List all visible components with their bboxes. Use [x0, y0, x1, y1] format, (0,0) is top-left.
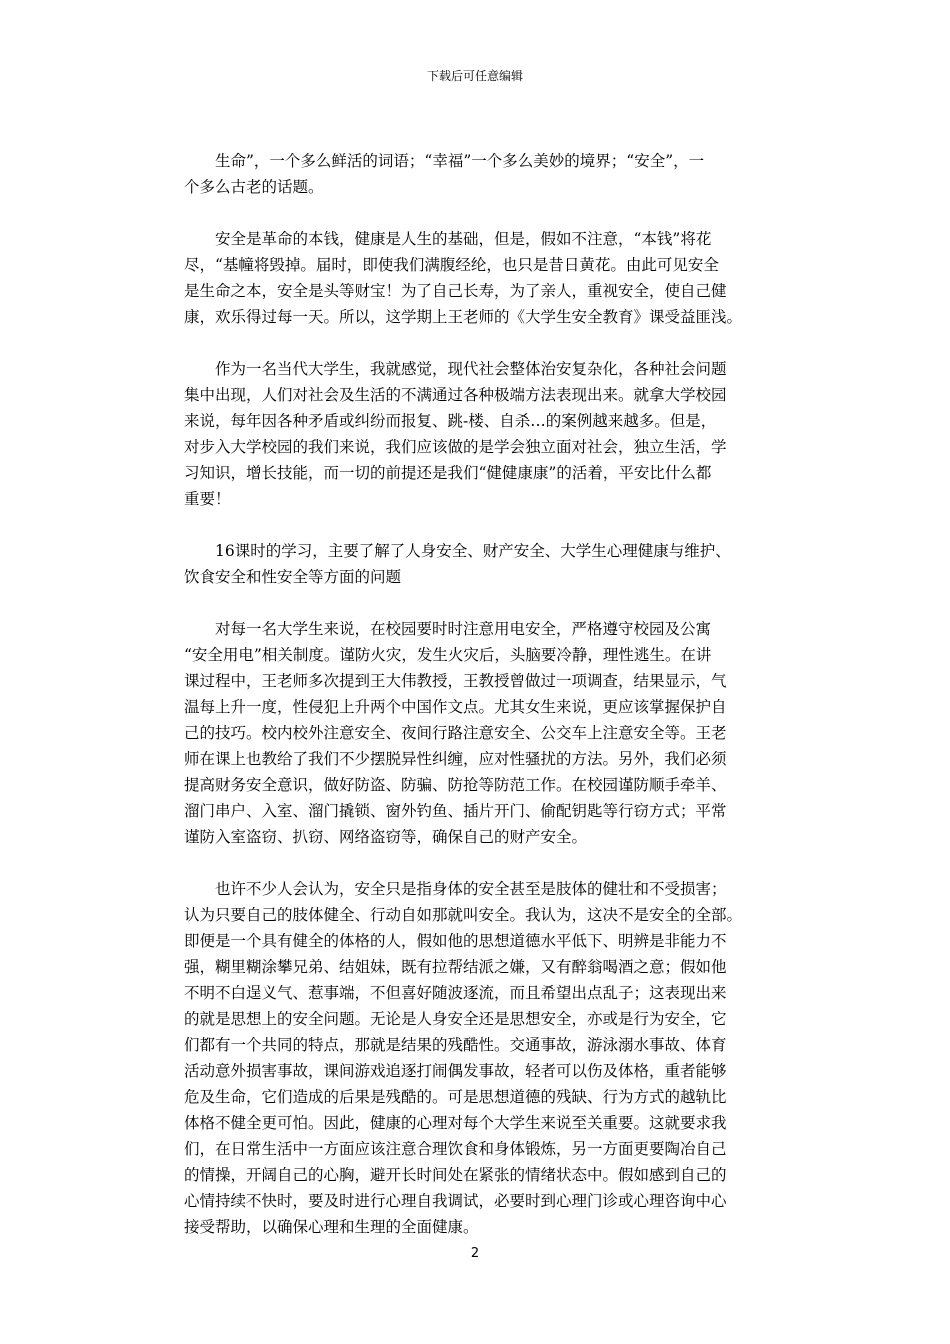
text-line: 课过程中，王老师多次提到王大伟教授，王教授曾做过一项调查，结果显示，气 — [184, 672, 727, 690]
text-line: 们，在日常生活中一方面应该注意合理饮食和身体锻炼，另一方面更要陶冶自己 — [184, 1140, 727, 1158]
paragraph — [184, 148, 776, 200]
text-line: 的就是思想上的安全问题。无论是人身安全还是思想安全，亦或是行为安全，它 — [184, 1010, 727, 1028]
paragraph — [184, 616, 776, 850]
document-body — [184, 148, 776, 1266]
text-line: 心情持续不快时，要及时进行心理自我调试，必要时到心理门诊或心理咨询中心 — [184, 1192, 727, 1210]
text-line: 对步入大学校园的我们来说，我们应该做的是学会独立面对社会，独立生活，学 — [184, 438, 727, 456]
text-line: 危及生命，它们造成的后果是残酷的。可是思想道德的残缺、行为方式的越轨比 — [184, 1088, 727, 1106]
text-line: “安全用电”相关制度。谨防火灾，发生火灾后，头脑要冷静，理性逃生。在讲 — [184, 646, 712, 664]
text-line: 认为只要自己的肢体健全、行动自如那就叫安全。我认为，这决不是安全的全部。 — [184, 906, 743, 924]
text-line: 温每上升一度，性侵犯上升两个中国作文点。尤其女生来说，更应该掌握保护自 — [184, 698, 727, 716]
text-line: 饮食安全和性安全等方面的问题 — [184, 568, 402, 586]
paragraph — [184, 538, 776, 590]
text-line: 师在课上也教给了我们不少摆脱异性纠缠，应对性骚扰的方法。另外，我们必须 — [184, 750, 727, 768]
paragraph — [184, 356, 776, 512]
text-line: 己的技巧。校内校外注意安全、夜间行路注意安全、公交车上注意安全等。王老 — [184, 724, 727, 742]
page-number: 2 — [470, 1246, 480, 1261]
text-line: 16课时的学习，主要了解了人身安全、财产安全、大学生心理健康与维护、 — [184, 542, 731, 560]
text-line: 习知识，增长技能，而一切的前提还是我们“健健康康”的活着，平安比什么都 — [184, 464, 712, 482]
text-line: 安全是革命的本钱，健康是人生的基础，但是，假如不注意，“本钱”将花 — [184, 230, 712, 248]
text-line: 谨防入室盗窃、扒窃、网络盗窃等，确保自己的财产安全。 — [184, 828, 588, 846]
text-line: 生命”，一个多么鲜活的词语；“幸福”一个多么美妙的境界；“安全”，一 — [184, 152, 705, 170]
text-line: 个多么古老的话题。 — [184, 178, 324, 196]
text-line: 集中出现，人们对社会及生活的不满通过各种极端方法表现出来。就拿大学校园 — [184, 386, 727, 404]
text-line: 提高财务安全意识，做好防盗、防骗、防抢等防范工作。在校园谨防顺手牵羊、 — [184, 776, 727, 794]
text-line: 接受帮助，以确保心理和生理的全面健康。 — [184, 1218, 479, 1236]
text-line: 对每一名大学生来说，在校园要时时注意用电安全，严格遵守校园及公寓 — [184, 620, 712, 638]
text-line: 尽，“基幢将毁掉。届时，即使我们满腹经纶，也只是昔日黄花。由此可见安全 — [184, 256, 719, 274]
text-line: 们都有一个共同的特点，那就是结果的残酷性。交通事故，游泳溺水事故、体育 — [184, 1036, 727, 1054]
text-line: 的情操，开阔自己的心胸，避开长时间处在紧张的情绪状态中。假如感到自己的 — [184, 1166, 727, 1184]
text-line: 作为一名当代大学生，我就感觉，现代社会整体治安复杂化，各种社会问题 — [184, 360, 727, 378]
text-line: 也许不少人会认为，安全只是指身体的安全甚至是肢体的健壮和不受损害； — [184, 880, 727, 898]
text-line: 即便是一个具有健全的体格的人，假如他的思想道德水平低下、明辨是非能力不 — [184, 932, 727, 950]
text-line: 来说，每年因各种矛盾或纠纷而报复、跳-楼、自杀…的案例越来越多。但是， — [184, 412, 717, 430]
text-line: 活动意外损害事故，课间游戏追逐打闹偶发事故，轻者可以伤及体格，重者能够 — [184, 1062, 727, 1080]
text-line: 康，欢乐得过每一天。所以，这学期上王老师的《大学生安全教育》课受益匪浅。 — [184, 308, 743, 326]
text-line: 体格不健全更可怕。因此，健康的心理对每个大学生来说至关重要。这就要求我 — [184, 1114, 727, 1132]
text-line: 强，糊里糊涂攀兄弟、结姐妹，既有拉帮结派之嫌，又有醉翁喝酒之意；假如他 — [184, 958, 727, 976]
page-header: 下载后可任意编辑 — [426, 69, 523, 83]
text-line: 不明不白逞义气、惹事端，不但喜好随波逐流，而且希望出点乱子；这表现出来 — [184, 984, 727, 1002]
paragraph — [184, 226, 776, 330]
text-line: 重要！ — [184, 490, 231, 508]
paragraph — [184, 876, 776, 1240]
text-line: 是生命之本，安全是头等财宝！为了自己长寿，为了亲人，重视安全，使自己健 — [184, 282, 727, 300]
text-line: 溜门串户、入室、溜门撬锁、窗外钓鱼、插片开门、偷配钥匙等行窃方式；平常 — [184, 802, 727, 820]
